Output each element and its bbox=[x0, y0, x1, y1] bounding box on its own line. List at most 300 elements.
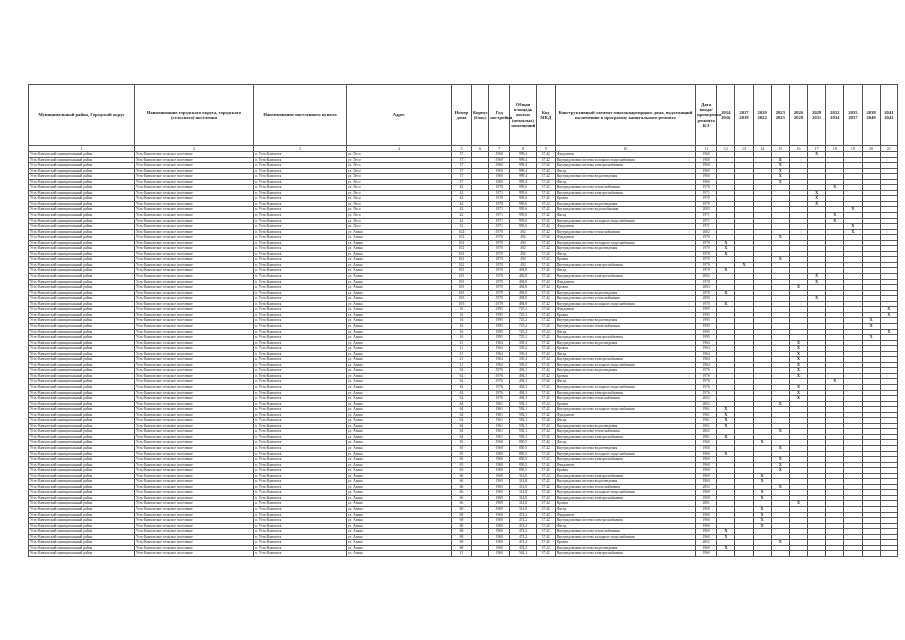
table-cell: X bbox=[717, 301, 735, 307]
table-cell: 339,4 bbox=[510, 346, 536, 352]
table-cell: ул. Азина bbox=[346, 451, 451, 457]
table-cell: 1961 bbox=[696, 418, 717, 424]
table-cell: Фасад bbox=[555, 268, 695, 274]
table-cell: X bbox=[808, 274, 826, 280]
table-cell: 314,8 bbox=[510, 507, 536, 513]
table-cell: 1995 bbox=[696, 335, 717, 341]
table-cell: ул. Азина bbox=[346, 346, 451, 352]
table-cell: Фундамент bbox=[555, 412, 695, 418]
table-cell: Фасад bbox=[555, 168, 695, 174]
table-cell: 37.42 bbox=[536, 468, 555, 474]
table-cell: X bbox=[771, 429, 789, 435]
table-cell: 16 bbox=[451, 312, 471, 318]
table-cell bbox=[717, 551, 735, 557]
table-cell: 37.42 bbox=[536, 224, 555, 230]
table-cell: X bbox=[808, 279, 826, 285]
table-cell: 105 bbox=[451, 268, 471, 274]
table-cell: X bbox=[771, 457, 789, 463]
table-cell: Фундамент bbox=[555, 235, 695, 241]
table-cell: 1969 bbox=[696, 479, 717, 485]
table-cell: Внутридомовая система электроснабжения bbox=[555, 518, 695, 524]
table-cell bbox=[862, 551, 880, 557]
table-cell: Усть-Камчатское сельское поселение bbox=[134, 462, 253, 468]
table-cell: 1970 bbox=[489, 257, 510, 263]
table-cell: X bbox=[717, 529, 735, 535]
table-cell: 102 bbox=[451, 262, 471, 268]
table-cell: п. Усть-Камчатск bbox=[254, 312, 347, 318]
table-cell: п. Усть-Камчатск bbox=[254, 490, 347, 496]
table-cell: 1964 bbox=[489, 340, 510, 346]
table-cell: Фасад bbox=[555, 351, 695, 357]
table-cell: п. Усть-Камчатск bbox=[254, 445, 347, 451]
table-cell: Усть-Камчатский муниципальный район bbox=[29, 340, 135, 346]
table-cell: ул. Азина bbox=[346, 246, 451, 252]
table-cell: 37.42 bbox=[536, 495, 555, 501]
table-cell: Фундамент bbox=[555, 307, 695, 313]
table-cell: Усть-Камчатское сельское поселение bbox=[134, 357, 253, 363]
table-cell: 68 bbox=[451, 523, 471, 529]
table-cell: п. Усть-Камчатск bbox=[254, 335, 347, 341]
table-cell: ул. Азина bbox=[346, 434, 451, 440]
table-cell: 68 bbox=[451, 540, 471, 546]
column-header: 2026 2028 bbox=[789, 85, 807, 146]
table-cell: 37.42 bbox=[536, 207, 555, 213]
table-cell: X bbox=[717, 240, 735, 246]
table-cell: 1971 bbox=[489, 224, 510, 230]
table-cell: п. Усть-Камчатск bbox=[254, 479, 347, 485]
table-cell: Усть-Камчатское сельское поселение bbox=[134, 279, 253, 285]
table-cell: п. Усть-Камчатск bbox=[254, 368, 347, 374]
table-cell: 850,5 bbox=[510, 445, 536, 451]
table-cell: 64 bbox=[451, 423, 471, 429]
table-cell: 995,6 bbox=[510, 185, 536, 191]
table-cell: X bbox=[771, 462, 789, 468]
table-cell: Усть-Камчатский муниципальный район bbox=[29, 307, 135, 313]
column-header: Год постройки bbox=[489, 85, 510, 146]
table-cell: Усть-Камчатское сельское поселение bbox=[134, 346, 253, 352]
column-number: 14 bbox=[753, 146, 771, 152]
table-cell: X bbox=[717, 268, 735, 274]
table-cell: X bbox=[880, 312, 897, 318]
table-cell: 1970 bbox=[489, 262, 510, 268]
table-cell: 1969 bbox=[489, 479, 510, 485]
table-cell: Усть-Камчатский муниципальный район bbox=[29, 246, 135, 252]
table-cell: п. Усть-Камчатск bbox=[254, 468, 347, 474]
table-cell: Фасад bbox=[555, 440, 695, 446]
table-cell: 1960 bbox=[489, 179, 510, 185]
table-cell: 1970 bbox=[489, 279, 510, 285]
table-cell: 37.42 bbox=[536, 390, 555, 396]
table-cell: Внутридомовая система электроснабжения bbox=[555, 357, 695, 363]
table-cell: X bbox=[826, 185, 844, 191]
table-cell: Усть-Камчатский муниципальный район bbox=[29, 257, 135, 263]
table-cell: X bbox=[844, 207, 862, 213]
table-cell: 37.42 bbox=[536, 518, 555, 524]
table-cell: 2002 bbox=[696, 540, 717, 546]
table-cell: Внутридомовая система водоотведения bbox=[555, 290, 695, 296]
table-cell: Усть-Камчатское сельское поселение bbox=[134, 495, 253, 501]
table-cell: ул. Азина bbox=[346, 551, 451, 557]
table-cell: X bbox=[771, 179, 789, 185]
table-cell: 1995 bbox=[489, 307, 510, 313]
table-cell: 1960 bbox=[489, 512, 510, 518]
table-cell: п. Усть-Камчатск bbox=[254, 268, 347, 274]
table-cell: Усть-Камчатское сельское поселение bbox=[134, 484, 253, 490]
table-cell: X bbox=[753, 440, 771, 446]
table-cell: Усть-Камчатское сельское поселение bbox=[134, 229, 253, 235]
table-cell: 16 bbox=[451, 329, 471, 335]
table-cell: 65 bbox=[451, 457, 471, 463]
table-cell: 102 bbox=[451, 229, 471, 235]
table-cell: 37.42 bbox=[536, 473, 555, 479]
table-cell: X bbox=[789, 346, 807, 352]
table-cell: Усть-Камчатский муниципальный район bbox=[29, 495, 135, 501]
table-cell: 37.42 bbox=[536, 312, 555, 318]
table-cell: X bbox=[789, 285, 807, 291]
table-cell: п. Усть-Камчатск bbox=[254, 534, 347, 540]
table-cell: 494,8 bbox=[510, 296, 536, 302]
table-cell: Усть-Камчатский муниципальный район bbox=[29, 207, 135, 213]
table-cell: Внутридомовая система теплоснабжения bbox=[555, 429, 695, 435]
table-cell: п. Усть-Камчатск bbox=[254, 362, 347, 368]
table-cell: 1960 bbox=[489, 462, 510, 468]
table-cell: ул. Азина bbox=[346, 351, 451, 357]
table-cell: 1970 bbox=[489, 274, 510, 280]
column-header: 2029 2031 bbox=[808, 85, 826, 146]
table-cell: Усть-Камчатский муниципальный район bbox=[29, 168, 135, 174]
table-cell: 37.42 bbox=[536, 235, 555, 241]
table-cell: Фундамент bbox=[555, 512, 695, 518]
table-cell: 1970 bbox=[489, 296, 510, 302]
table-cell: Усть-Камчатский муниципальный район bbox=[29, 401, 135, 407]
table-cell: ул. Азина bbox=[346, 423, 451, 429]
table-cell: ул. Азина bbox=[346, 335, 451, 341]
table-cell: 37.42 bbox=[536, 246, 555, 252]
table-cell: Усть-Камчатское сельское поселение bbox=[134, 218, 253, 224]
table-cell: Усть-Камчатский муниципальный район bbox=[29, 384, 135, 390]
table-cell: Усть-Камчатское сельское поселение bbox=[134, 468, 253, 474]
column-number: 11 bbox=[696, 146, 717, 152]
table-cell: Усть-Камчатское сельское поселение bbox=[134, 551, 253, 557]
table-cell: Усть-Камчатский муниципальный район bbox=[29, 312, 135, 318]
table-cell: п. Усть-Камчатск bbox=[254, 473, 347, 479]
table-cell: п. Усть-Камчатск bbox=[254, 501, 347, 507]
table-cell: 37.42 bbox=[536, 545, 555, 551]
table-cell: 494,3 bbox=[510, 390, 536, 396]
table-cell: п. Усть-Камчатск bbox=[254, 307, 347, 313]
table-cell: 492 bbox=[510, 251, 536, 257]
table-cell: 492 bbox=[510, 257, 536, 263]
table-cell: X bbox=[862, 335, 880, 341]
table-cell: 2002 bbox=[696, 274, 717, 280]
table-cell bbox=[844, 551, 862, 557]
table-cell: 725,2 bbox=[510, 329, 536, 335]
table-cell: 37.42 bbox=[536, 423, 555, 429]
table-cell bbox=[771, 551, 789, 557]
table-cell: 592,1 bbox=[510, 423, 536, 429]
table-cell: ул. Азина bbox=[346, 318, 451, 324]
table-cell: X bbox=[808, 296, 826, 302]
table-cell: п. Усть-Камчатск bbox=[254, 240, 347, 246]
table-cell: 2002 bbox=[696, 429, 717, 435]
table-cell: 37.42 bbox=[536, 296, 555, 302]
table-cell: ул. Лесо bbox=[346, 179, 451, 185]
table-cell: 1960 bbox=[696, 545, 717, 551]
table-cell: 2002 bbox=[696, 401, 717, 407]
table-cell: 850,5 bbox=[510, 457, 536, 463]
table-cell: X bbox=[789, 390, 807, 396]
table-cell: п. Усть-Камчатск bbox=[254, 285, 347, 291]
table-cell: ул. Азина bbox=[346, 229, 451, 235]
column-number: 5 bbox=[451, 146, 471, 152]
table-cell: ул. Азина bbox=[346, 534, 451, 540]
table-cell: Усть-Камчатское сельское поселение bbox=[134, 257, 253, 263]
table-cell: 65 bbox=[451, 468, 471, 474]
table-cell bbox=[735, 551, 753, 557]
table-cell: 37.42 bbox=[536, 213, 555, 219]
table-cell: Внутридомовая система электроснабжения bbox=[555, 262, 695, 268]
table-cell: 1964 bbox=[696, 357, 717, 363]
table-cell: 65 bbox=[451, 462, 471, 468]
table-cell: 1960 bbox=[489, 523, 510, 529]
table-cell: 995,6 bbox=[510, 224, 536, 230]
table-cell: ул. Лесо bbox=[346, 201, 451, 207]
table-cell: Усть-Камчатское сельское поселение bbox=[134, 418, 253, 424]
table-row bbox=[29, 551, 898, 557]
table-cell: 999,4 bbox=[510, 152, 536, 158]
table-cell: 37.42 bbox=[536, 279, 555, 285]
table-cell: Усть-Камчатский муниципальный район bbox=[29, 179, 135, 185]
table-cell: Усть-Камчатский муниципальный район bbox=[29, 512, 135, 518]
table-cell: X bbox=[753, 518, 771, 524]
table-cell: 1960 bbox=[696, 534, 717, 540]
table-cell: 1964 bbox=[696, 351, 717, 357]
table-cell: 1960 bbox=[489, 518, 510, 524]
table-cell: Внутридомовая система холодного водоснабжения bbox=[555, 240, 695, 246]
table-cell: 66 bbox=[451, 473, 471, 479]
table-cell: 37.42 bbox=[536, 484, 555, 490]
table-cell: Усть-Камчатский муниципальный район bbox=[29, 462, 135, 468]
table-cell: Усть-Камчатское сельское поселение bbox=[134, 196, 253, 202]
table-cell: 1961 bbox=[489, 429, 510, 435]
table-cell: X bbox=[753, 479, 771, 485]
table-cell: п. Усть-Камчатск bbox=[254, 274, 347, 280]
table-cell: 37.42 bbox=[536, 401, 555, 407]
table-cell: 2002 bbox=[696, 396, 717, 402]
table-cell: 339,4 bbox=[510, 362, 536, 368]
table-cell: 1970 bbox=[489, 290, 510, 296]
table-cell: 1960 bbox=[489, 152, 510, 158]
table-cell: 1970 bbox=[489, 268, 510, 274]
table-cell: 102 bbox=[451, 235, 471, 241]
table-cell: п. Усть-Камчатск bbox=[254, 418, 347, 424]
table-cell: ул. Азина bbox=[346, 390, 451, 396]
table-cell: Усть-Камчатское сельское поселение bbox=[134, 457, 253, 463]
table-cell: 474,2 bbox=[510, 518, 536, 524]
table-cell: 1970 bbox=[489, 301, 510, 307]
table-cell: 339,4 bbox=[510, 351, 536, 357]
table-cell: Усть-Камчатский муниципальный район bbox=[29, 335, 135, 341]
table-cell: Фасад bbox=[555, 213, 695, 219]
table-cell: 592,1 bbox=[510, 429, 536, 435]
table-cell: п. Усть-Камчатск bbox=[254, 440, 347, 446]
table-cell: Фасад bbox=[555, 418, 695, 424]
table-cell: п. Усть-Камчатск bbox=[254, 185, 347, 191]
table-cell: 592,1 bbox=[510, 412, 536, 418]
table-cell: 1961 bbox=[489, 423, 510, 429]
table-cell: 339,4 bbox=[510, 340, 536, 346]
table-cell: 102 bbox=[451, 257, 471, 263]
table-cell: 1969 bbox=[696, 473, 717, 479]
table-cell: 66 bbox=[451, 501, 471, 507]
table-cell: 37.42 bbox=[536, 251, 555, 257]
table-cell: X bbox=[735, 262, 753, 268]
table-cell: 16 bbox=[451, 307, 471, 313]
table-cell: п. Усть-Камчатск bbox=[254, 301, 347, 307]
table-cell: 16 bbox=[451, 318, 471, 324]
table-cell: ул. Азина bbox=[346, 368, 451, 374]
table-cell: ул. Азина bbox=[346, 440, 451, 446]
table-cell: 1970 bbox=[489, 229, 510, 235]
table-cell: Усть-Камчатское сельское поселение bbox=[134, 490, 253, 496]
table-cell: 21 bbox=[451, 362, 471, 368]
table-cell: Усть-Камчатский муниципальный район bbox=[29, 468, 135, 474]
table-cell: ул. Азина bbox=[346, 251, 451, 257]
table-cell: п. Усть-Камчатск bbox=[254, 290, 347, 296]
table-cell: ул. Азина bbox=[346, 279, 451, 285]
table-cell: Усть-Камчатский муниципальный район bbox=[29, 329, 135, 335]
table-cell: ул. Азина bbox=[346, 296, 451, 302]
table-cell: X bbox=[717, 423, 735, 429]
table-cell: X bbox=[808, 201, 826, 207]
column-number: 2 bbox=[134, 146, 253, 152]
table-cell: Усть-Камчатский муниципальный район bbox=[29, 407, 135, 413]
table-cell: Внутридомовая система водоснабжения bbox=[555, 207, 695, 213]
table-cell: Усть-Камчатское сельское поселение bbox=[134, 246, 253, 252]
table-cell: п. Усть-Камчатск bbox=[254, 224, 347, 230]
table-cell: Усть-Камчатский муниципальный район bbox=[29, 479, 135, 485]
table-cell: 66 bbox=[451, 490, 471, 496]
table-cell: 2002 bbox=[696, 484, 717, 490]
table-cell: 492 bbox=[510, 229, 536, 235]
table-cell: ул. Азина bbox=[346, 301, 451, 307]
table-cell: 37.42 bbox=[536, 512, 555, 518]
table-cell: X bbox=[808, 196, 826, 202]
table-cell: 105 bbox=[451, 296, 471, 302]
table-cell: 37.42 bbox=[536, 357, 555, 363]
table-cell: 1960 bbox=[696, 512, 717, 518]
table-cell: 65 bbox=[451, 451, 471, 457]
table-cell: 37.42 bbox=[536, 318, 555, 324]
table-cell: 37.42 bbox=[536, 290, 555, 296]
table-cell: 1960 bbox=[489, 163, 510, 169]
table-cell: ул. Азина bbox=[346, 468, 451, 474]
table-cell: 1971 bbox=[696, 218, 717, 224]
table-cell: 1976 bbox=[489, 384, 510, 390]
table-cell: Внутридомовая система теплоснабжения bbox=[555, 484, 695, 490]
table-cell: X bbox=[717, 451, 735, 457]
table-cell: Внутридомовая система теплоснабжения bbox=[555, 185, 695, 191]
table-cell: 1995 bbox=[696, 329, 717, 335]
table-cell: ул. Лесо bbox=[346, 168, 451, 174]
table-cell: 494,8 bbox=[510, 274, 536, 280]
table-cell: п. Усть-Камчатск bbox=[254, 190, 347, 196]
table-cell: 999,4 bbox=[510, 157, 536, 163]
table-cell: 37 bbox=[451, 152, 471, 158]
capital-repair-table bbox=[28, 84, 898, 557]
table-cell: Фасад bbox=[555, 523, 695, 529]
table-cell: 1976 bbox=[489, 368, 510, 374]
table-cell: 1969 bbox=[696, 490, 717, 496]
table-cell: п. Усть-Камчатск bbox=[254, 296, 347, 302]
table-cell: 1969 bbox=[489, 473, 510, 479]
table-cell: ул. Азина bbox=[346, 412, 451, 418]
table-cell: X bbox=[789, 368, 807, 374]
table-cell: 1971 bbox=[489, 218, 510, 224]
table-cell: 1970 bbox=[489, 240, 510, 246]
table-cell: Усть-Камчатское сельское поселение bbox=[134, 301, 253, 307]
table-cell: 1976 bbox=[489, 390, 510, 396]
table-cell: п. Усть-Камчатск bbox=[254, 540, 347, 546]
table-cell bbox=[789, 551, 807, 557]
table-cell: Внутридомовая система теплоснабжения bbox=[555, 229, 695, 235]
table-cell: Усть-Камчатский муниципальный район bbox=[29, 157, 135, 163]
table-cell: Усть-Камчатское сельское поселение bbox=[134, 285, 253, 291]
table-cell: Внутридомовая система водоотведения bbox=[555, 445, 695, 451]
table-cell: 494,3 bbox=[510, 384, 536, 390]
table-cell: Усть-Камчатский муниципальный район bbox=[29, 551, 135, 557]
table-cell: Усть-Камчатское сельское поселение bbox=[134, 340, 253, 346]
table-cell: 37.42 bbox=[536, 429, 555, 435]
column-number: 17 bbox=[808, 146, 826, 152]
table-cell bbox=[753, 551, 771, 557]
column-header: Адрес bbox=[346, 85, 451, 146]
table-cell: п. Усть-Камчатск bbox=[254, 329, 347, 335]
table-cell: 1970 bbox=[696, 185, 717, 191]
table-cell: 37.42 bbox=[536, 157, 555, 163]
table-cell: 66 bbox=[451, 507, 471, 513]
table-cell: ул. Лесо bbox=[346, 213, 451, 219]
table-cell: Усть-Камчатский муниципальный район bbox=[29, 362, 135, 368]
table-cell: Усть-Камчатский муниципальный район bbox=[29, 434, 135, 440]
table-cell: 1960 bbox=[489, 551, 510, 557]
table-cell: Усть-Камчатское сельское поселение bbox=[134, 523, 253, 529]
table-cell: Усть-Камчатское сельское поселение bbox=[134, 163, 253, 169]
table-cell: 37.42 bbox=[536, 362, 555, 368]
table-cell: п. Усть-Камчатск bbox=[254, 451, 347, 457]
table-cell: ул. Азина bbox=[346, 373, 451, 379]
table-cell: Усть-Камчатское сельское поселение bbox=[134, 507, 253, 513]
table-cell: ул. Азина bbox=[346, 523, 451, 529]
table-cell: Усть-Камчатское сельское поселение bbox=[134, 423, 253, 429]
table-cell: 64 bbox=[451, 418, 471, 424]
table-cell: Фасад bbox=[555, 379, 695, 385]
table-cell: Усть-Камчатское сельское поселение bbox=[134, 268, 253, 274]
table-cell: Усть-Камчатское сельское поселение bbox=[134, 179, 253, 185]
table-cell: Внутридомовая система водоотведения bbox=[555, 246, 695, 252]
table-cell: п. Усть-Камчатск bbox=[254, 434, 347, 440]
table-cell: Внутридомовая система электроснабжения bbox=[555, 551, 695, 557]
table-cell: 21 bbox=[451, 551, 471, 557]
table-cell: X bbox=[771, 235, 789, 241]
table-cell: Усть-Камчатский муниципальный район bbox=[29, 235, 135, 241]
table-cell: ул. Азина bbox=[346, 479, 451, 485]
table-cell: Усть-Камчатское сельское поселение bbox=[134, 190, 253, 196]
table-cell: 1960 bbox=[696, 523, 717, 529]
table-cell: ул. Азина bbox=[346, 473, 451, 479]
table-cell: 37.42 bbox=[536, 479, 555, 485]
table-cell: X bbox=[717, 434, 735, 440]
